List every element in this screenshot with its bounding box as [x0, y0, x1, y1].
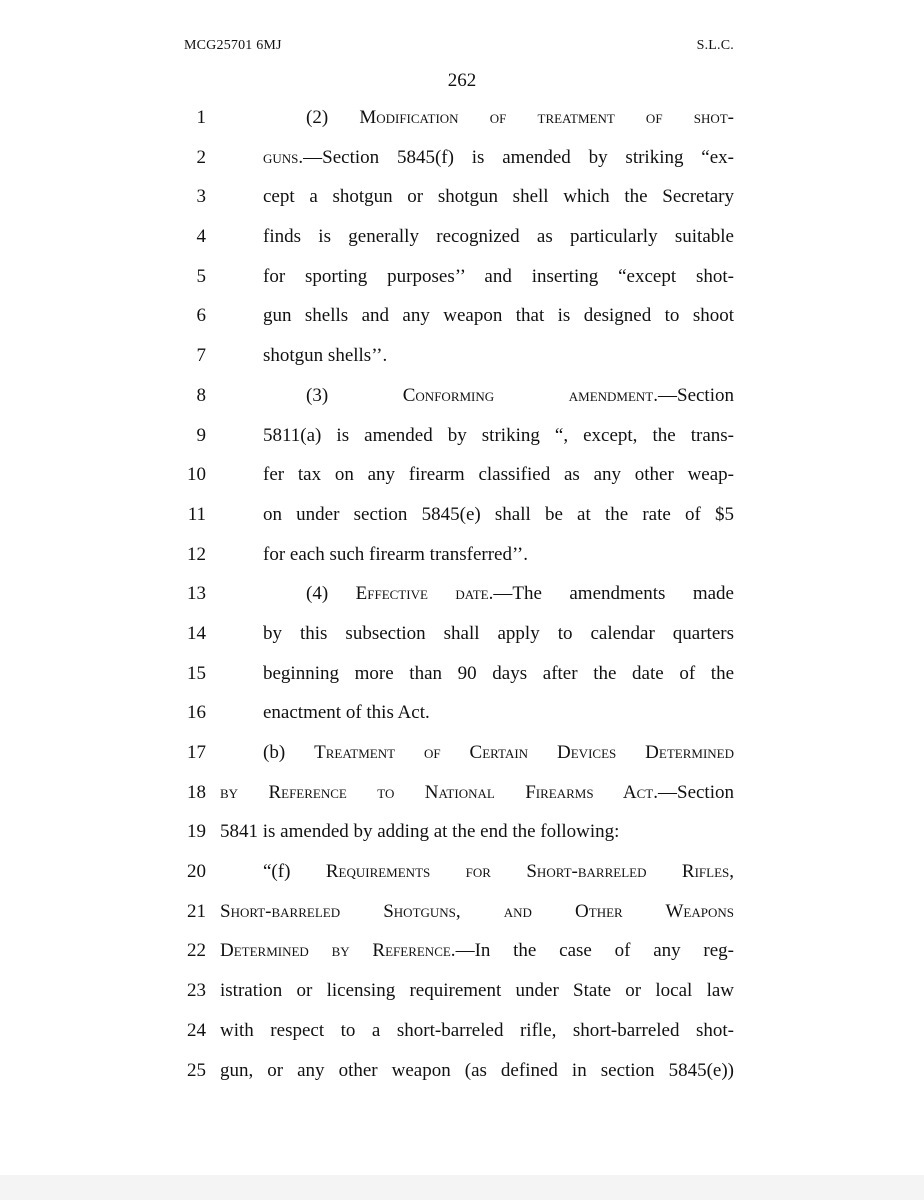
- line-number: 24: [187, 1019, 206, 1041]
- text-run: (2): [306, 107, 360, 128]
- text-run: —In the case of any reg-: [455, 940, 734, 962]
- document-code: S.L.C.: [696, 38, 734, 53]
- document-line: [0, 696, 924, 736]
- text-run: with respect to a short-barreled rifle, short-barreled shot-: [220, 1019, 734, 1041]
- text-run: on under section 5845(e) shall be at the rate of $5: [263, 503, 734, 525]
- line-text: [263, 107, 734, 129]
- document-line: [0, 180, 924, 220]
- line-number: 8: [196, 384, 206, 406]
- line-number: 20: [187, 861, 206, 883]
- text-run: —Section 5845(f) is amended by striking “ex-: [303, 146, 734, 168]
- text-run: for each such firearm transferred’’.: [263, 543, 528, 565]
- text-run: —The amendments made: [493, 583, 734, 605]
- small-caps-heading: guns.: [263, 146, 304, 168]
- line-text: [263, 504, 734, 526]
- line-text: [220, 821, 734, 843]
- line-text: [220, 940, 734, 962]
- document-line: [0, 736, 924, 776]
- document-line: [0, 379, 924, 419]
- line-number: 14: [187, 622, 206, 644]
- line-number: 18: [187, 781, 206, 803]
- document-line: [0, 895, 924, 935]
- line-number: 21: [187, 900, 206, 922]
- text-run: beginning more than 90 days after the date of the: [263, 662, 734, 684]
- line-text: [220, 901, 734, 923]
- line-text: [263, 425, 734, 447]
- small-caps-heading: Modification of treatment of shot-: [359, 107, 734, 128]
- text-run: gun, or any other weapon (as defined in section 5845(e)): [220, 1059, 734, 1081]
- text-run: 5811(a) is amended by striking “, except, the trans-: [263, 424, 734, 446]
- line-number: 19: [187, 821, 206, 843]
- small-caps-heading: Treatment of Certain Devices Determined: [314, 742, 734, 763]
- line-number: 7: [196, 345, 206, 367]
- text-run: shotgun shells’’.: [263, 345, 388, 367]
- text-run: —Section: [658, 781, 734, 803]
- line-number: 5: [196, 265, 206, 287]
- text-body: [0, 101, 924, 1093]
- line-text: [220, 1020, 734, 1042]
- small-caps-heading: by Reference to National Firearms Act.: [220, 781, 658, 803]
- document-line: [0, 577, 924, 617]
- line-text: [220, 782, 734, 804]
- line-text: [220, 742, 734, 764]
- line-text: [263, 266, 734, 288]
- text-run: gun shells and any weapon that is designed to shoot: [263, 305, 734, 327]
- document-line: [0, 617, 924, 657]
- line-text: [263, 583, 734, 605]
- small-caps-heading: Effective date.: [355, 583, 494, 605]
- document-line: [0, 1054, 924, 1094]
- text-run: fer tax on any firearm classified as any other weap-: [263, 464, 734, 486]
- document-line: [0, 934, 924, 974]
- small-caps-heading: Conforming amendment.: [402, 384, 658, 406]
- line-number: 23: [187, 980, 206, 1002]
- line-number: 6: [196, 305, 206, 327]
- line-number: 12: [187, 543, 206, 565]
- line-number: 11: [187, 503, 206, 525]
- document-id: MCG25701 6MJ: [184, 38, 282, 53]
- text-run: cept a shotgun or shotgun shell which the Secretary: [263, 186, 734, 208]
- line-number: 1: [196, 107, 206, 128]
- line-text: [263, 345, 734, 367]
- text-run: “(f): [263, 861, 326, 883]
- line-text: [263, 464, 734, 486]
- line-text: [263, 226, 734, 248]
- document-line: [0, 657, 924, 697]
- line-number: 2: [196, 146, 206, 168]
- line-number: 22: [187, 940, 206, 962]
- text-run: (b): [263, 742, 315, 763]
- document-line: [0, 339, 924, 379]
- line-number: 10: [187, 464, 206, 486]
- line-text: [263, 305, 734, 327]
- line-text: [263, 663, 734, 685]
- document-line: [0, 260, 924, 300]
- document-line: [0, 299, 924, 339]
- text-run: (4): [306, 583, 356, 605]
- line-text: [263, 623, 734, 645]
- document-line: [0, 498, 924, 538]
- text-run: 5841 is amended by adding at the end the following:: [220, 821, 620, 843]
- page-bottom-strip: [0, 1175, 924, 1200]
- document-line: [0, 974, 924, 1014]
- text-run: for sporting purposes’’ and inserting “except shot-: [263, 265, 734, 287]
- text-run: istration or licensing requirement under State or local law: [220, 980, 734, 1002]
- document-line: [0, 220, 924, 260]
- document-line: [0, 458, 924, 498]
- document-line: [0, 815, 924, 855]
- text-run: enactment of this Act.: [263, 702, 430, 724]
- text-run: by this subsection shall apply to calendar quarters: [263, 622, 734, 644]
- line-number: 17: [187, 742, 206, 763]
- document-line: [0, 101, 924, 141]
- line-text: [263, 702, 734, 724]
- document-line: [0, 419, 924, 459]
- page-number: 262: [447, 70, 477, 91]
- small-caps-heading: Determined by Reference.: [220, 940, 456, 962]
- line-number: 16: [187, 702, 206, 724]
- text-run: —Section: [658, 384, 734, 406]
- document-line: [0, 776, 924, 816]
- line-text: [220, 980, 734, 1002]
- small-caps-heading: Requirements for Short-barreled Rifles,: [325, 861, 734, 883]
- document-line: [0, 1014, 924, 1054]
- document-line: [0, 855, 924, 895]
- line-number: 25: [187, 1059, 206, 1081]
- line-text: [220, 1060, 734, 1082]
- line-number: 4: [196, 226, 206, 248]
- line-number: 3: [196, 186, 206, 208]
- document-line: [0, 141, 924, 181]
- line-number: 9: [196, 424, 206, 446]
- line-number: 13: [187, 583, 206, 605]
- text-run: finds is generally recognized as particularly suitable: [263, 226, 734, 248]
- small-caps-heading: Short-barreled Shotguns, and Other Weapons: [220, 900, 734, 922]
- text-run: (3): [306, 384, 403, 406]
- line-number: 15: [187, 662, 206, 684]
- line-text: [263, 186, 734, 208]
- document-line: [0, 538, 924, 578]
- line-text: [220, 861, 734, 883]
- line-text: [263, 147, 734, 169]
- line-text: [263, 385, 734, 407]
- line-text: [263, 544, 734, 566]
